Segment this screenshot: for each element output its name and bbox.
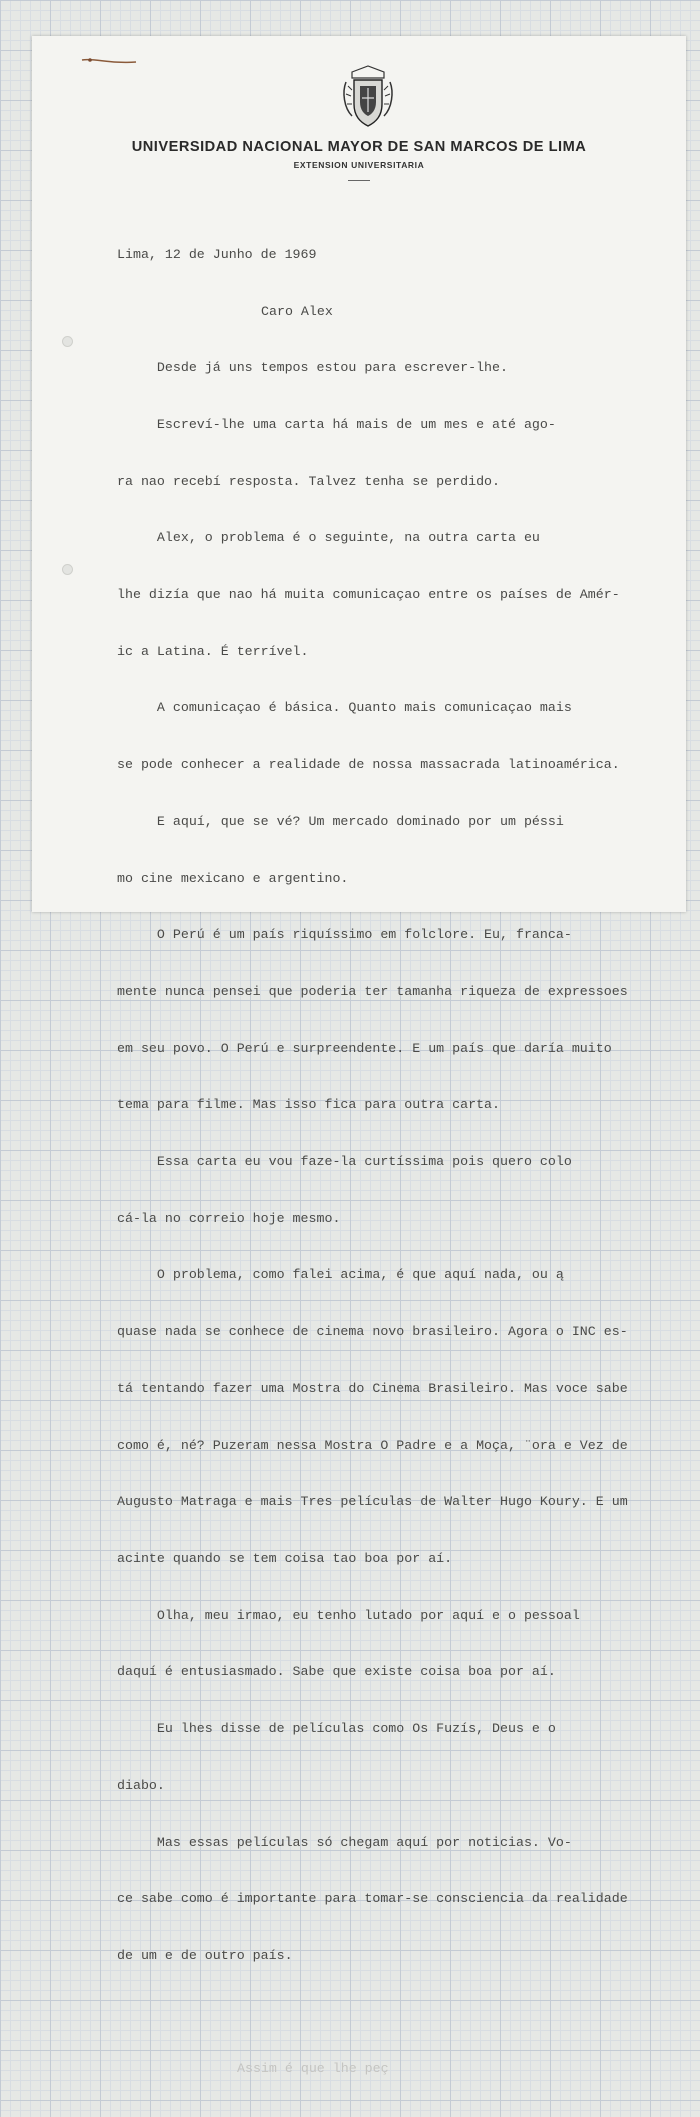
letter-line: mente nunca pensei que poderia ter tamanha riqueza de expressoes	[117, 983, 628, 999]
letter-line: lhe dizía que nao há muita comunicaçao entre os países de Amér-	[117, 587, 620, 603]
letter-line: Essa carta eu vou faze-la curtíssima pois quero colo	[117, 1154, 572, 1170]
letter-line: em seu povo. O Perú e surpreendente. E um país que daría muito	[117, 1040, 612, 1056]
letter-line: como é, né? Puzeram nessa Mostra O Padre e a Moça, ¨ora e Vez de	[117, 1437, 628, 1453]
salutation: Caro Alex	[261, 303, 333, 319]
letter-line: Desde já uns tempos estou para escrever-lhe.	[117, 360, 508, 376]
letter-line: Eu lhes disse de películas como Os Fuzís, Deus e o	[117, 1721, 556, 1737]
department-name: EXTENSION UNIVERSITARIA	[293, 160, 425, 170]
date-line: Lima, 12 de Junho de 1969	[117, 246, 317, 262]
punch-hole	[62, 564, 73, 575]
letter-body	[117, 208, 637, 2117]
letter-line: ce sabe como é importante para tomar-se consciencia da realidade	[117, 1891, 628, 1907]
letter-line: Escreví-lhe uma carta há mais de um mes e até ago-	[117, 416, 556, 432]
institution-name: UNIVERSIDAD NACIONAL MAYOR DE SAN MARCOS DE LIMA	[131, 139, 587, 155]
letter-line: mo cine mexicano e argentino.	[117, 870, 349, 886]
staple-mark-icon	[80, 56, 138, 66]
letter-line: Alex, o problema é o seguinte, na outra carta eu	[117, 530, 540, 546]
letter-page	[32, 36, 686, 2077]
letter-line: se pode conhecer a realidade de nossa massacrada latinoamérica.	[117, 757, 620, 773]
letter-line: ra nao recebí resposta. Talvez tenha se perdido.	[117, 473, 501, 489]
letter-line: Mas essas películas só chegam aquí por noticias. Vo-	[117, 1834, 572, 1850]
letter-line: tema para filme. Mas isso fica para outra carta.	[117, 1097, 501, 1113]
letter-line: Olha, meu irmao, eu tenho lutado por aquí e o pessoal	[117, 1607, 580, 1623]
letter-line: daquí é entusiasmado. Sabe que existe coisa boa por aí.	[117, 1664, 556, 1680]
letter-line: O Perú é um país riquíssimo em folclore. Eu, franca-	[117, 927, 572, 943]
letter-line: cá-la no correio hoje mesmo.	[117, 1210, 341, 1226]
letter-line: de um e de outro país.	[117, 1947, 293, 1963]
letterhead-divider	[348, 180, 370, 181]
faint-carbon-line: Assim é que lhe peç	[237, 2061, 389, 2077]
letter-line: tá tentando fazer uma Mostra do Cinema Brasileiro. Mas voce sabe	[117, 1380, 628, 1396]
letter-line: ic a Latina. É terrível.	[117, 643, 309, 659]
letter-line: E aquí, que se vé? Um mercado dominado por um péssi	[117, 813, 564, 829]
punch-hole	[62, 336, 73, 347]
letter-line: A comunicaçao é básica. Quanto mais comunicaçao mais	[117, 700, 572, 716]
university-crest-icon	[340, 64, 396, 130]
letter-line: diabo.	[117, 1777, 165, 1793]
letter-line: quase nada se conhece de cinema novo brasileiro. Agora o INC es-	[117, 1324, 628, 1340]
letter-line: acinte quando se tem coisa tao boa por aí.	[117, 1550, 453, 1566]
letter-line: Augusto Matraga e mais Tres películas de Walter Hugo Koury. E um	[117, 1494, 628, 1510]
letter-line: O problema, como falei acima, é que aquí nada, ou ą	[117, 1267, 564, 1283]
